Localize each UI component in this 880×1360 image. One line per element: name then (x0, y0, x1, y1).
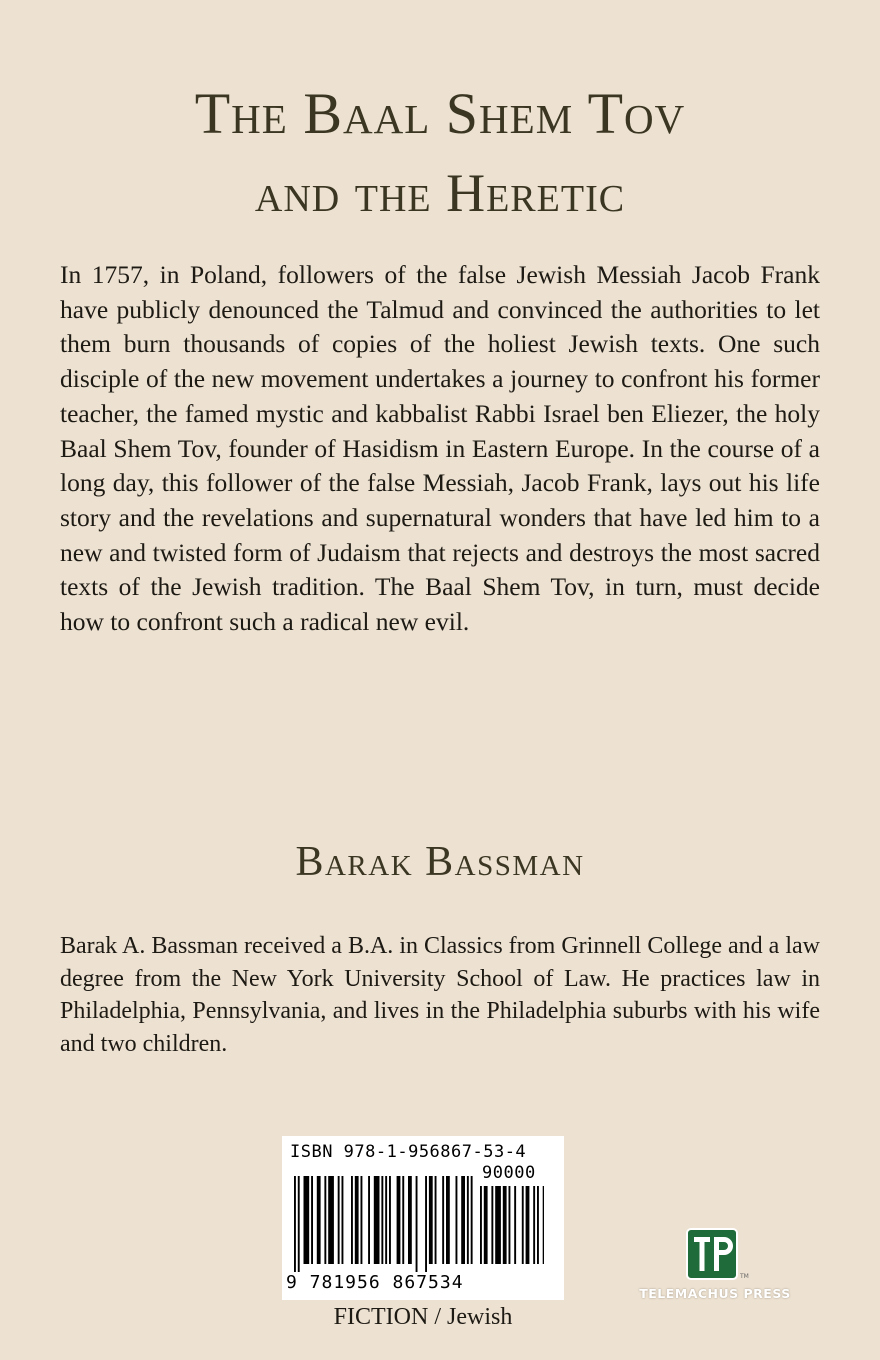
publisher-name: TELEMACHUS PRESS (639, 1286, 791, 1301)
title-line-2: and the Heretic (254, 163, 626, 223)
barcode-digits: 9 781956 867534 (286, 1272, 464, 1293)
price-code: 90000 (482, 1163, 536, 1183)
publisher-logo-icon (686, 1228, 738, 1280)
barcode-bars-main (294, 1176, 474, 1272)
author-bio: Barak A. Bassman received a B.A. in Classics from Grinnell College and a law degree from the New York University School of Law. He practices law in Philadelphia, Pennsylvania, and lives in the Philadelphia suburbs with his wife and two children. (60, 933, 820, 1057)
isbn-barcode (282, 1136, 564, 1300)
category-label: FICTION / Jewish (333, 1304, 513, 1330)
title-line-1: The Baal Shem Tov (194, 81, 686, 146)
author-name: Barak Bassman (295, 839, 585, 885)
isbn-label: ISBN 978-1-956867-53-4 (290, 1142, 527, 1162)
barcode-bars-addon (480, 1186, 544, 1272)
trademark-mark: TM (740, 1273, 749, 1280)
synopsis-text: In 1757, in Poland, followers of the false Jewish Messiah Jacob Frank have publicly denounced the Talmud and convinced the authorities to let them burn thousands of copies of the holiest Jewish texts. One such disciple of the new movement undertakes a journey to confront his former teacher, the famed mystic and kabbalist Rabbi Israel ben Eliezer, the holy Baal Shem Tov, founder of Hasidism in Eastern Europe. In the course of a long day, this follower of the false Messiah, Jacob Frank, lays out his life story and the revelations and supernatural wonders that have led him to a new and twisted form of Judaism that rejects and destroys the most sacred texts of the Jewish tradition. The Baal Shem Tov, in turn, must decide how to confront such a radical new evil. (60, 260, 820, 637)
